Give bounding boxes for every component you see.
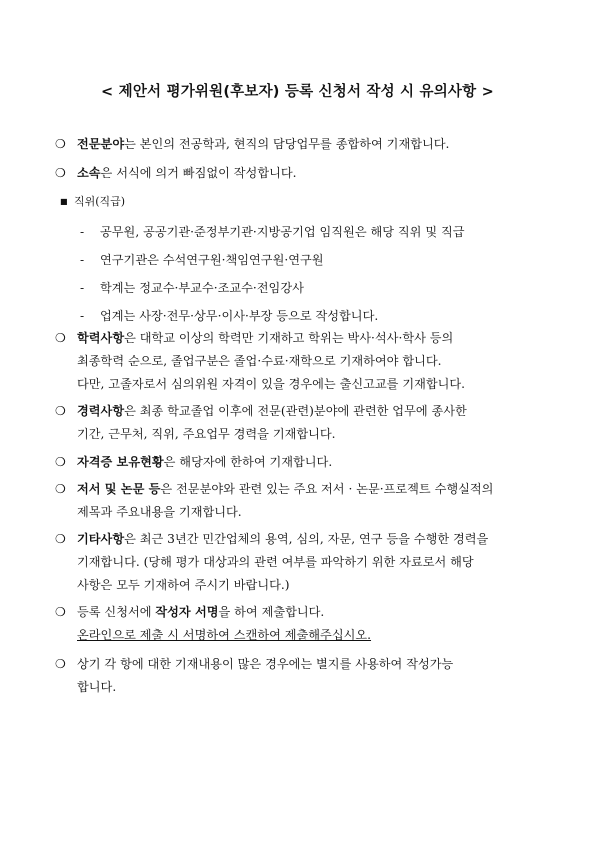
note-other <box>55 528 545 597</box>
bullet-circle-icon: ❍ <box>55 532 66 546</box>
bullet-circle-icon: ❍ <box>55 605 66 619</box>
note-text: 상기 각 항에 대한 기재내용이 많은 경우에는 별지를 사용하여 작성가능 <box>77 657 454 671</box>
note-text: 은 대학교 이상의 학력만 기재하고 학위는 박사·석사·학사 등의 <box>124 331 454 345</box>
note-text: 은 최근 3년간 민간업체의 용역, 심의, 자문, 연구 등을 수행한 경력을 <box>124 532 489 546</box>
bullet-circle-icon: ❍ <box>55 482 66 496</box>
list-item: - 업계는 사장·전무·상무·이사·부장 등으로 작성합니다. <box>80 309 379 323</box>
note-text: 은 서식에 의거 빠짐없이 작성합니다. <box>100 166 297 180</box>
note-text: 은 해당자에 한하여 기재합니다. <box>163 455 333 469</box>
subheading-position <box>60 190 550 213</box>
list-item: - 학계는 정교수·부교수·조교수·전임강사 <box>80 281 304 295</box>
note-education <box>55 327 545 396</box>
note-text-cont: 기간, 근무처, 직위, 주요업무 경력을 기재합니다. <box>77 427 336 441</box>
note-text: 을 하여 제출합니다. <box>218 605 325 619</box>
note-text: 는 본인의 전공학과, 현직의 담당업무를 종합하여 기재합니다. <box>124 137 450 151</box>
note-text: 은 최종 학교졸업 이후에 전문(관련)분야에 관련한 업무에 종사한 <box>124 404 467 418</box>
note-keyword: 경력사항 <box>77 404 125 418</box>
note-certifications <box>55 451 545 474</box>
note-text-cont: 합니다. <box>77 680 117 694</box>
note-text-cont: 제목과 주요내용을 기재합니다. <box>77 505 242 519</box>
list-item: - 공무원, 공공기관·준정부기관·지방공기업 임직원은 해당 직위 및 직급 <box>80 225 465 239</box>
note-text-cont: 최종학력 순으로, 졸업구분은 졸업·수료·재학으로 기재하여야 합니다. <box>77 354 442 368</box>
note-text-cont: 다만, 고졸자로서 심의위원 자격이 있을 경우에는 출신고교를 기재합니다. <box>77 377 466 391</box>
note-keyword: 소속 <box>77 166 101 180</box>
note-specialty <box>55 133 545 156</box>
note-keyword: 기타사항 <box>77 532 125 546</box>
square-bullet-icon: ■ <box>60 197 68 206</box>
bullet-circle-icon: ❍ <box>55 166 66 180</box>
list-item: - 연구기관은 수석연구원·책임연구원·연구원 <box>80 253 324 267</box>
bullet-circle-icon: ❍ <box>55 404 66 418</box>
bullet-circle-icon: ❍ <box>55 137 66 151</box>
note-keyword: 저서 및 논문 등 <box>77 482 161 496</box>
note-keyword: 전문분야 <box>77 137 125 151</box>
position-list <box>78 218 568 330</box>
note-text-cont: 기재합니다. (당해 평가 대상과의 관련 여부를 파악하기 위한 자료로서 해당 <box>77 555 474 569</box>
note-attachment <box>55 653 545 699</box>
note-keyword: 학력사항 <box>77 331 125 345</box>
bullet-circle-icon: ❍ <box>55 331 66 345</box>
note-signature <box>55 601 545 647</box>
note-affiliation <box>55 162 545 185</box>
note-keyword: 자격증 보유현황 <box>77 455 164 469</box>
bullet-circle-icon: ❍ <box>55 657 66 671</box>
note-text: 등록 신청서에 <box>77 605 156 619</box>
bullet-circle-icon: ❍ <box>55 455 66 469</box>
online-submission-note: 온라인으로 제출 시 서명하여 스캔하여 제출해주십시오. <box>77 628 372 642</box>
note-career <box>55 400 545 446</box>
subheading-text: 직위(직급) <box>74 195 126 208</box>
note-text-cont: 사항은 모두 기재하여 주시기 바랍니다.) <box>77 578 290 592</box>
note-text: 은 전문분야와 관련 있는 주요 저서 · 논문·프로젝트 수행실적의 <box>160 482 494 496</box>
note-keyword: 작성자 서명 <box>155 605 219 619</box>
document-title: < 제안서 평가위원(후보자) 등록 신청서 작성 시 유의사항 > <box>101 84 494 100</box>
note-publications <box>55 478 545 524</box>
